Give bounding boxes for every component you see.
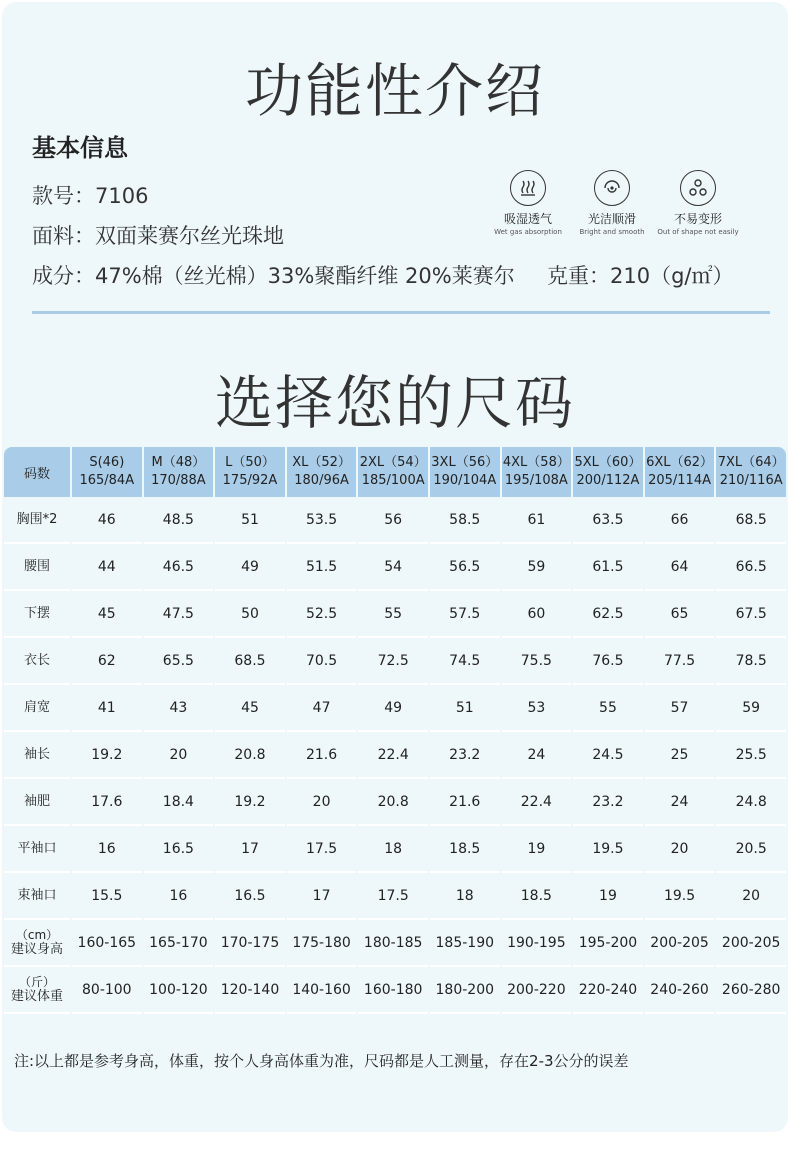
table-cell: 65 [645,591,715,638]
row-label-text: 衣长 [23,652,50,668]
size-column-header [573,447,643,497]
table-cell: 61 [502,497,572,544]
feature-sub: Out of shape not easily [657,228,739,236]
table-cell: 49 [215,544,285,591]
size-column-header [430,447,500,497]
table-cell: 185-190 [430,920,500,967]
size-column-header [716,447,786,497]
size-label: S(46) [89,455,125,470]
table-cell: 55 [573,685,643,732]
size-column-header [72,447,142,497]
size-label: 7XL（64） [717,455,785,470]
feature-sub: Wet gas absorption [494,228,562,236]
table-row [4,826,786,873]
table-cell: 24.8 [716,779,786,826]
table-cell: 65.5 [144,638,214,685]
row-unit: （斤） [18,974,55,989]
table-cell: 16.5 [215,873,285,920]
table-cell: 17 [287,873,357,920]
size-label: XL（52） [292,455,351,470]
table-cell: 57 [645,685,715,732]
row-label-text: 建议身高 [10,941,63,957]
row-label [4,497,70,544]
table-cell: 16 [144,873,214,920]
row-label-text: 建议体重 [10,988,63,1004]
table-cell: 19.5 [573,826,643,873]
size-title: 选择您的尺码 [214,369,575,437]
table-cell: 59 [716,685,786,732]
table-cell: 51 [215,497,285,544]
table-cell: 19.5 [645,873,715,920]
table-cell: 20.5 [716,826,786,873]
table-cell: 16 [72,826,142,873]
table-row [4,732,786,779]
size-column-header [645,447,715,497]
table-cell: 66 [645,497,715,544]
table-cell: 180-185 [358,920,428,967]
table-row [4,591,786,638]
table-cell: 45 [72,591,142,638]
table-cell: 56 [358,497,428,544]
function-title: 功能性介绍 [244,57,545,125]
table-cell: 240-260 [645,967,715,1014]
table-cell: 53 [502,685,572,732]
table-cell: 200-205 [645,920,715,967]
table-cell: 80-100 [72,967,142,1014]
table-cell: 53.5 [287,497,357,544]
table-cell: 47 [287,685,357,732]
row-label [4,826,70,873]
table-cell: 24 [502,732,572,779]
table-cell: 60 [502,591,572,638]
row-label [4,779,70,826]
row-label [4,873,70,920]
table-cell: 260-280 [716,967,786,1014]
table-cell: 17 [215,826,285,873]
row-label [4,685,70,732]
table-cell: 44 [72,544,142,591]
table-cell: 63.5 [573,497,643,544]
table-cell: 55 [358,591,428,638]
table-cell: 18 [358,826,428,873]
feature-name: 不易变形 [673,212,722,226]
table-cell: 170-175 [215,920,285,967]
table-cell: 25 [645,732,715,779]
row-label [4,638,70,685]
size-label: 2XL（54） [359,455,427,470]
table-row [4,920,786,967]
table-cell: 62.5 [573,591,643,638]
table-cell: 120-140 [215,967,285,1014]
table-cell: 57.5 [430,591,500,638]
table-cell: 22.4 [502,779,572,826]
table-cell: 45 [215,685,285,732]
row-label-text: 袖长 [23,746,50,762]
row-label [4,967,70,1014]
feature-moisture [483,170,573,236]
row-label-text: 胸围*2 [16,511,58,527]
table-cell: 67.5 [716,591,786,638]
table-cell: 195-200 [573,920,643,967]
moisture-icon [510,170,546,206]
table-row [4,638,786,685]
feature-sub: Bright and smooth [579,228,645,236]
body-spec: 165/84A [79,473,135,488]
size-column-header [358,447,428,497]
style-number: 款号：7106 [32,184,149,208]
table-cell: 220-240 [573,967,643,1014]
table-cell: 61.5 [573,544,643,591]
table-cell: 25.5 [716,732,786,779]
composition-info: 成分：47%棉（丝光棉）33%聚酯纤维 20%莱赛尔 [32,264,515,288]
table-cell: 66.5 [716,544,786,591]
weight-info: 克重：210（g/㎡） [547,264,734,288]
fabric-info: 面料：双面莱赛尔丝光珠地 [32,224,284,248]
table-cell: 140-160 [287,967,357,1014]
row-label-text: 平袖口 [17,840,57,856]
table-cell: 68.5 [215,638,285,685]
row-label [4,732,70,779]
table-cell: 68.5 [716,497,786,544]
table-row [4,873,786,920]
table-cell: 43 [144,685,214,732]
table-row [4,544,786,591]
table-cell: 18 [430,873,500,920]
body-spec: 205/114A [648,473,711,488]
table-cell: 17.5 [287,826,357,873]
table-cell: 77.5 [645,638,715,685]
shape-retain-icon [680,170,716,206]
row-label-text: 束袖口 [17,887,57,903]
body-spec: 185/100A [361,473,425,488]
table-cell: 47.5 [144,591,214,638]
size-label: 6XL（62） [646,455,714,470]
table-cell: 41 [72,685,142,732]
row-label-text: 下摆 [23,605,50,621]
size-label: L（50） [225,455,275,470]
size-label: 4XL（58） [502,455,570,470]
table-cell: 21.6 [287,732,357,779]
body-spec: 195/108A [504,473,568,488]
feature-name: 吸湿透气 [503,212,552,226]
table-cell: 17.5 [358,873,428,920]
body-spec: 175/92A [222,473,278,488]
table-cell: 58.5 [430,497,500,544]
table-cell: 76.5 [573,638,643,685]
size-column-header [502,447,572,497]
table-cell: 17.6 [72,779,142,826]
table-cell: 200-205 [716,920,786,967]
table-cell: 78.5 [716,638,786,685]
table-cell: 200-220 [502,967,572,1014]
table-cell: 51.5 [287,544,357,591]
row-unit: （cm） [15,927,59,942]
table-cell: 18.5 [430,826,500,873]
table-cell: 59 [502,544,572,591]
row-label [4,920,70,967]
table-cell: 24.5 [573,732,643,779]
table-cell: 180-200 [430,967,500,1014]
size-label: 5XL（60） [574,455,642,470]
table-row [4,497,786,544]
table-cell: 19.2 [72,732,142,779]
size-column-header [144,447,214,497]
body-spec: 200/112A [576,473,640,488]
table-cell: 160-180 [358,967,428,1014]
table-cell: 46 [72,497,142,544]
row-label [4,591,70,638]
body-spec: 190/104A [433,473,497,488]
feature-smooth [567,170,657,236]
table-row [4,779,786,826]
table-cell: 64 [645,544,715,591]
size-column-header [287,447,357,497]
feature-name: 光洁顺滑 [587,212,636,226]
row-label-text: 肩宽 [23,699,50,715]
table-cell: 18.5 [502,873,572,920]
table-cell: 15.5 [72,873,142,920]
table-cell: 50 [215,591,285,638]
table-cell: 160-165 [72,920,142,967]
table-cell: 20 [716,873,786,920]
body-spec: 180/96A [294,473,349,488]
smooth-swirl-icon [594,170,630,206]
row-label-text: 袖肥 [23,793,50,809]
size-column-header [215,447,285,497]
table-header-row [4,447,786,497]
table-cell: 52.5 [287,591,357,638]
body-spec: 170/88A [151,473,206,488]
table-cell: 74.5 [430,638,500,685]
table-cell: 19 [573,873,643,920]
table-cell: 18.4 [144,779,214,826]
table-cell: 46.5 [144,544,214,591]
table-cell: 20 [144,732,214,779]
table-cell: 20 [287,779,357,826]
table-cell: 165-170 [144,920,214,967]
table-cell: 54 [358,544,428,591]
measurement-note: 注:以上都是参考身高，体重，按个人身高体重为准，尺码都是人工测量，存在2-3公分的误差 [14,1052,629,1070]
table-cell: 100-120 [144,967,214,1014]
table-cell: 190-195 [502,920,572,967]
table-cell: 16.5 [144,826,214,873]
table-cell: 20.8 [215,732,285,779]
table-cell: 70.5 [287,638,357,685]
table-cell: 51 [430,685,500,732]
table-cell: 62 [72,638,142,685]
row-label-text: 腰围 [23,558,50,574]
table-cell: 23.2 [573,779,643,826]
table-cell: 22.4 [358,732,428,779]
size-label: 3XL（56） [431,455,499,470]
table-cell: 23.2 [430,732,500,779]
table-row [4,685,786,732]
table-cell: 21.6 [430,779,500,826]
table-cell: 72.5 [358,638,428,685]
basic-info-heading: 基本信息 [32,134,128,162]
table-cell: 24 [645,779,715,826]
table-corner-header: 码数 [4,447,70,497]
row-label [4,544,70,591]
body-spec: 210/116A [719,473,783,488]
size-label: M（48） [151,455,206,470]
table-cell: 49 [358,685,428,732]
table-cell: 56.5 [430,544,500,591]
table-cell: 75.5 [502,638,572,685]
size-table [2,447,788,1014]
table-cell: 20 [645,826,715,873]
table-cell: 175-180 [287,920,357,967]
table-cell: 48.5 [144,497,214,544]
feature-shape [653,170,743,236]
table-cell: 19.2 [215,779,285,826]
table-cell: 20.8 [358,779,428,826]
table-row [4,967,786,1014]
table-cell: 19 [502,826,572,873]
section-divider [32,311,770,314]
